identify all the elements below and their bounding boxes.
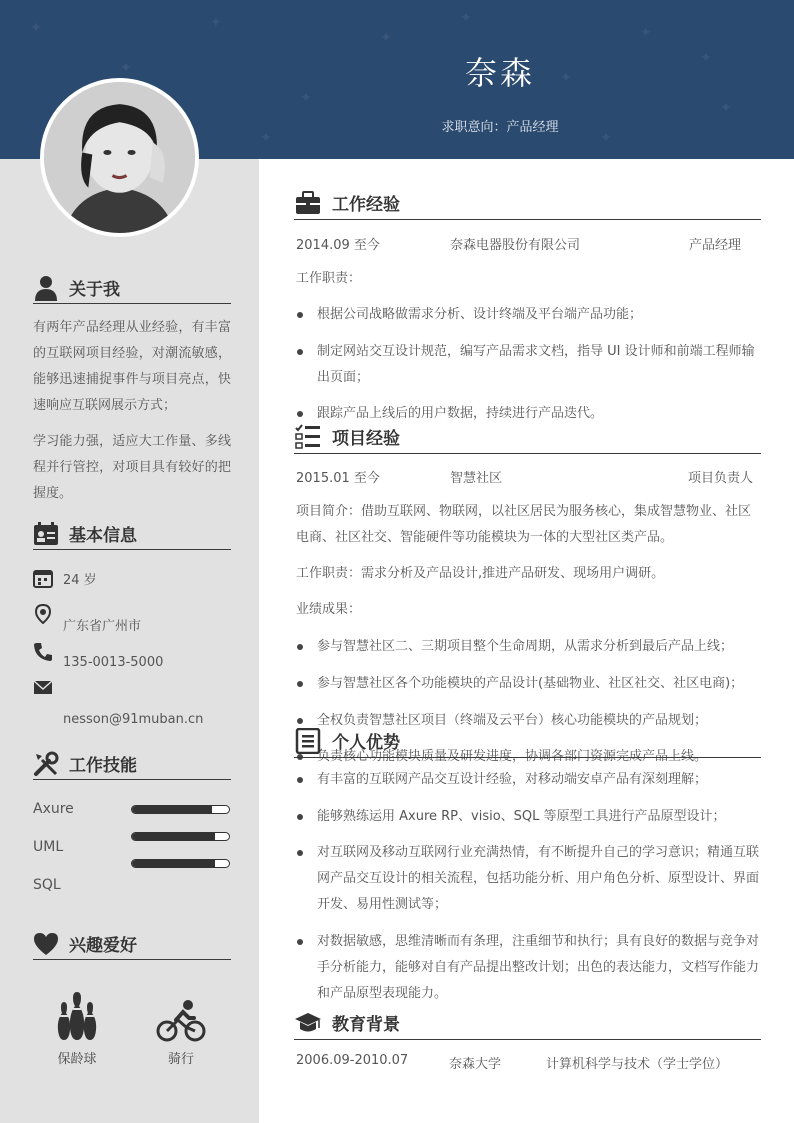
project-title: 项目经验	[332, 429, 400, 449]
skill-sql-label: SQL	[33, 877, 61, 893]
skill-sql	[33, 877, 231, 897]
project-bullet: 参与智慧社区二、三期项目整个生命周期，从需求分析到最后产品上线；	[296, 634, 762, 660]
bowling-icon	[54, 990, 100, 1042]
checklist-icon	[294, 423, 322, 451]
project-period: 2015.01 至今	[296, 471, 380, 486]
header-banner: ✦ ✦ ✦ ✦ ✦ ✦ ✦ ✦ ✦ ✦ ✦ ✦ 奈森 求职意向：产品经理	[0, 0, 794, 159]
skill-axure-label: Axure	[33, 801, 74, 817]
calendar-icon	[33, 568, 53, 588]
strength-bullet: 对数据敏感，思维清晰而有条理，注重细节和执行；具有良好的数据与竞争对手分析能力，能够对自有产品提出整改计划；出色的表达能力，文档写作能力和产品原型表现能力。	[296, 929, 762, 1007]
project-name: 智慧社区	[450, 471, 503, 486]
hobbies-section	[33, 928, 231, 960]
cycling-icon	[156, 1000, 206, 1042]
hobby-bowling-label: 保龄球	[57, 1052, 97, 1067]
job-intent: 求职意向：产品经理	[441, 120, 559, 135]
work-role: 产品经理	[689, 238, 742, 253]
work-bullet: 跟踪产品上线后的用户数据，持续进行产品迭代。	[296, 401, 762, 427]
phone-icon	[33, 642, 53, 662]
id-card-icon	[33, 521, 59, 547]
hobby-cycling	[146, 1000, 216, 1067]
project-bullet: 负责核心功能模块质量及研发进度，协调各部门资源完成产品上线。	[296, 744, 762, 770]
skill-axure-bar	[131, 805, 230, 814]
heart-icon	[33, 931, 59, 957]
project-duty: 工作职责：需求分析及产品设计,推进产品研发、现场用户调研。	[296, 566, 665, 581]
graduation-cap-icon	[294, 1009, 322, 1037]
phone-row	[33, 642, 164, 670]
project-results-label: 业绩成果：	[296, 602, 362, 617]
location-pin-icon	[33, 604, 53, 624]
project-role: 项目负责人	[688, 471, 754, 486]
hobby-bowling	[42, 990, 112, 1067]
age-value: 24 岁	[63, 572, 97, 588]
skills-title: 工作技能	[69, 756, 137, 776]
hobby-cycling-label: 骑行	[167, 1052, 194, 1067]
avatar-photo	[44, 82, 195, 233]
skills-title-bar	[33, 748, 231, 780]
email-icon	[33, 677, 53, 697]
strengths-title: 个人优势	[332, 733, 400, 753]
basic-info-title-bar	[33, 518, 231, 550]
about-title: 关于我	[69, 280, 120, 300]
briefcase-icon	[294, 189, 322, 217]
project-bullet: 参与智慧社区各个功能模块的产品设计(基础物业、社区社交、社区电商)；	[296, 671, 762, 697]
strength-bullet: 有丰富的互联网产品交互设计经验，对移动端安卓产品有深刻理解；	[296, 767, 762, 793]
education-title: 教育背景	[332, 1015, 400, 1035]
skill-sql-fill	[132, 860, 215, 867]
education-major: 计算机科学与技术（学士学位）	[546, 1057, 729, 1072]
email-row	[33, 677, 204, 727]
about-paragraph-1: 有两年产品经理从业经验，有丰富的互联网项目经验，对潮流敏感，能够迅速捕捉事件与项目亮点，快速响应互联网展示方式；	[33, 320, 231, 413]
document-icon	[294, 727, 322, 755]
strengths-title-bar	[294, 724, 761, 758]
education-school: 奈森大学	[449, 1057, 502, 1072]
skill-uml-bar	[131, 832, 230, 841]
basic-info-title: 基本信息	[69, 526, 137, 546]
project-intro: 项目简介：借助互联网、物联网，以社区居民为服务核心，集成智慧物业、社区电商、社区社交、智能硬件等功能模块为一体的大型社区类产品。	[296, 504, 752, 545]
about-title-bar	[33, 272, 231, 304]
work-period: 2014.09 至今	[296, 238, 380, 253]
work-bullet: 根据公司战略做需求分析、设计终端及平台端产品功能；	[296, 302, 762, 328]
tools-icon	[33, 751, 59, 777]
email-value: nesson@91muban.cn	[63, 711, 204, 727]
skill-sql-bar	[131, 859, 230, 868]
work-title: 工作经验	[332, 195, 400, 215]
about-paragraph-2: 学习能力强，适应大工作量、多线程并行管控，对项目具有较好的把握度。	[33, 434, 231, 501]
person-icon	[33, 275, 59, 301]
skill-uml	[33, 839, 231, 859]
project-title-bar	[294, 420, 761, 454]
education-title-bar	[294, 1006, 761, 1040]
phone-value: 135-0013-5000	[63, 654, 164, 670]
work-company: 奈森电器股份有限公司	[450, 238, 581, 253]
skill-uml-label: UML	[33, 839, 64, 855]
skills-section	[33, 748, 231, 780]
location-row	[33, 604, 142, 634]
work-duty-label: 工作职责：	[296, 271, 362, 286]
strength-bullet: 能够熟练运用 Axure RP、visio、SQL 等原型工具进行产品原型设计；	[296, 804, 762, 830]
strength-bullet: 对互联网及移动互联网行业充满热情，有不断提升自己的学习意识；精通互联网产品交互设计的相关流程，包括功能分析、用户角色分析、原型设计、界面开发、易用性测试等；	[296, 840, 762, 918]
candidate-name: 奈森	[464, 54, 535, 92]
skill-axure-fill	[132, 806, 212, 813]
skill-uml-fill	[132, 833, 215, 840]
skill-axure	[33, 801, 231, 821]
work-bullet: 制定网站交互设计规范，编写产品需求文档，指导 UI 设计师和前端工程师输出页面；	[296, 339, 762, 391]
location-value: 广东省广州市	[63, 618, 142, 634]
work-title-bar	[294, 186, 761, 220]
project-bullet: 全权负责智慧社区项目（终端及云平台）核心功能模块的产品规划；	[296, 708, 762, 734]
avatar	[40, 78, 199, 237]
hobbies-title-bar	[33, 928, 231, 960]
age-row	[33, 568, 97, 588]
education-period: 2006.09-2010.07	[296, 1053, 409, 1068]
basic-info-section	[33, 518, 231, 550]
hobbies-title: 兴趣爱好	[69, 936, 137, 956]
about-section	[33, 272, 231, 304]
